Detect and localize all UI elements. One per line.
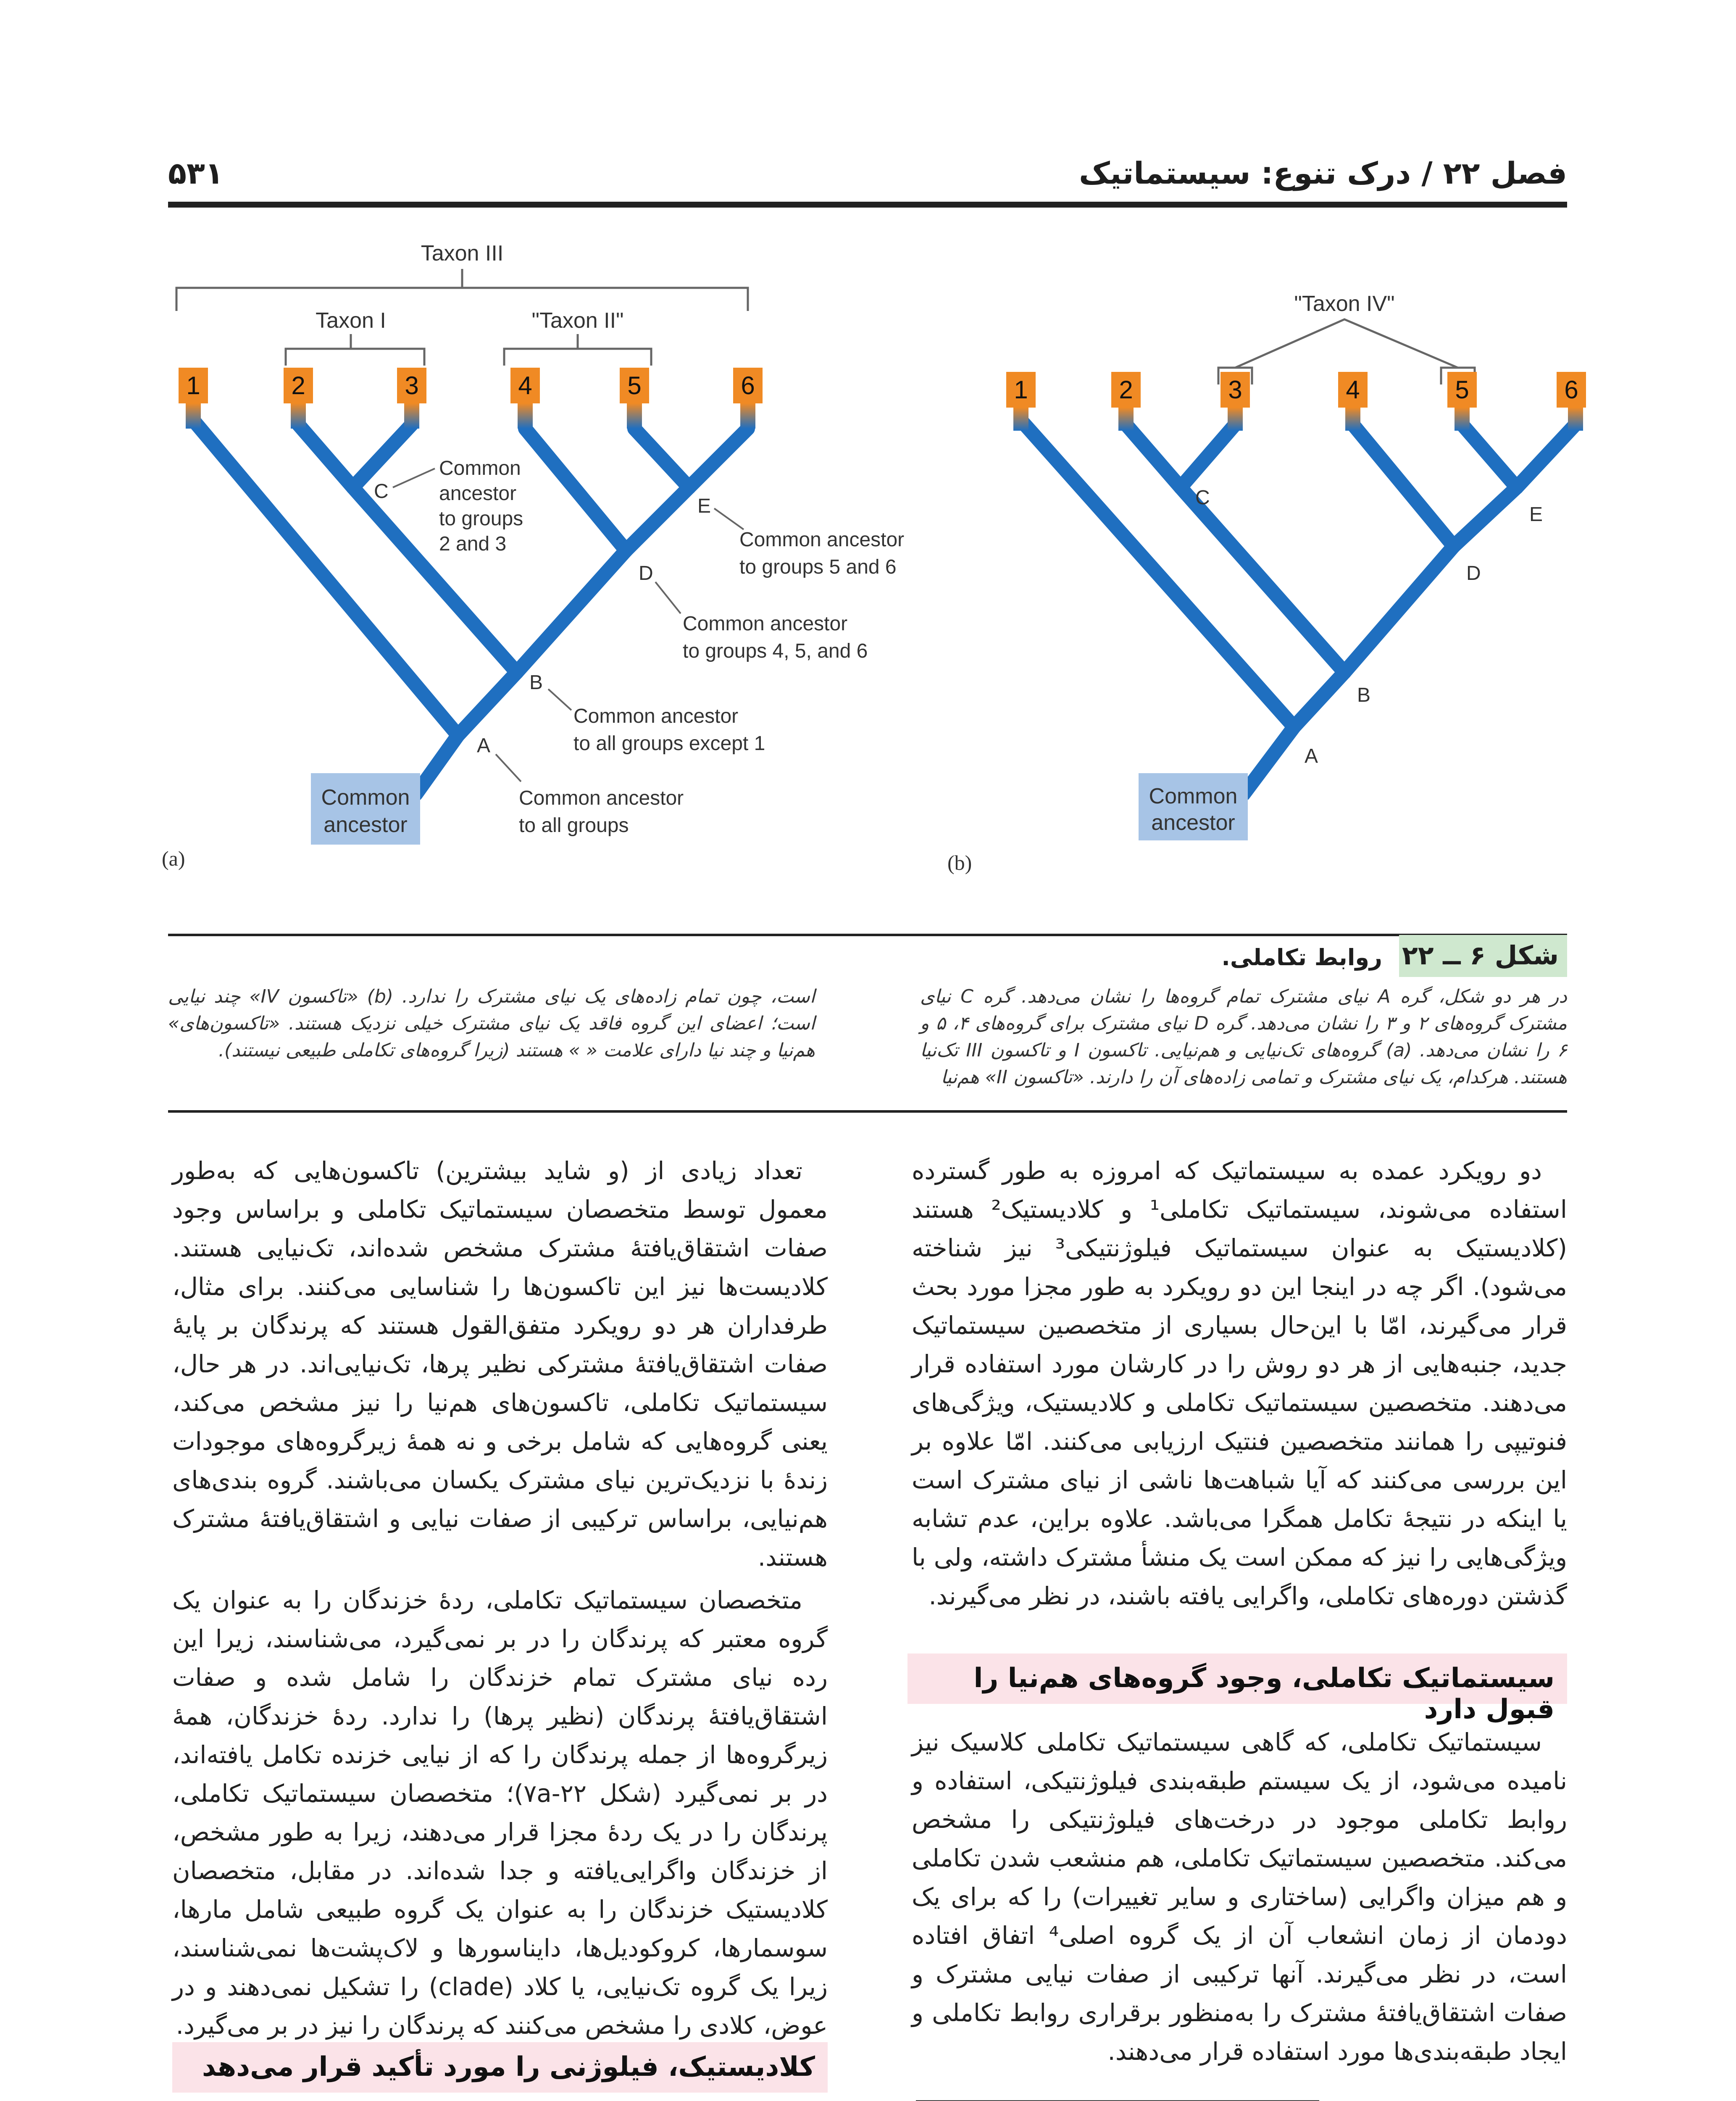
page-number: ۵۳۱ (168, 155, 224, 191)
caption-label-box (1399, 935, 1567, 977)
left-column-text (172, 1151, 828, 2040)
group-label: 3 (1228, 376, 1242, 404)
annotation-c-3: to groups (439, 508, 523, 530)
group-label: 5 (627, 371, 642, 400)
section-heading-cladistics: کلادیستیک، فیلوژنی را مورد تأکید قرار می‌دهد (172, 2042, 828, 2093)
annotation-c-1: Common (439, 457, 521, 479)
right-column-para1 (912, 1151, 1567, 1647)
node-e-label: E (697, 495, 711, 517)
paragraph: متخصصان سیستماتیک تکاملی، ردهٔ خزندگان را به عنوان یک گروه معتبر که پرندگان را در بر نمی‌گیرد، می‌شناسند، زیرا این رده نیای مشترک تمام خزندگان را شامل شده و صفات اشتقاق‌یافتهٔ پرندگان (نظیر پرها) را ندارد. ردهٔ خزندگان، همهٔ زیرگروه‌ها از جمله پرندگان را که از نیایی خزنده تکامل یافته‌اند، در بر نمی‌گیرد (شکل ۲۲-۷a)؛ متخصصان سیستماتیک تکاملی، پرندگان را در یک ردهٔ مجزا قرار می‌دهند، زیرا به طور مشخص، از خزندگان واگرایی‌یافته و جدا شده‌اند. در مقابل، متخصصان کلادیستیک خزندگان را به عنوان یک گروه طبیعی شامل مارها، سوسمارها، کروکودیل‌ها، دایناسورها و لاک‌پشت‌ها نمی‌شناسند، زیرا یک گروه تک‌نیایی، یا کلاد (clade) را تشکیل نمی‌دهند و در عوض، کلادی را مشخص می‌کنند که پرندگان را نیز در بر می‌گیرد. (172, 1586, 828, 2040)
annotation-b-1: Common ancestor (573, 705, 739, 727)
branches-b (1021, 420, 1576, 794)
node-b-label: B (529, 671, 543, 694)
root-label-line2: ancestor (1151, 811, 1235, 835)
annotation-c-2: ancestor (439, 482, 517, 505)
taxon-i-label: Taxon I (316, 308, 386, 333)
taxon-iv-label: "Taxon IV" (1294, 292, 1395, 316)
group-label: 1 (1014, 376, 1028, 404)
header-rule (168, 202, 1567, 208)
tips-a (186, 403, 755, 429)
node-a-label: A (477, 735, 491, 757)
group-label: 1 (186, 371, 200, 400)
figure-b-cladogram (933, 269, 1588, 887)
taxon-ii-bracket (504, 334, 651, 366)
tips-b (1013, 408, 1583, 431)
group-label: 2 (1119, 376, 1133, 404)
node-e-label: E (1529, 503, 1543, 526)
group-label: 4 (1346, 376, 1360, 404)
caption-text-right: در هر دو شکل، گره A نیای مشترک تمام گروه‌ها را نشان می‌دهد. گره C نیای مشترک گروه‌های ۲ و ۳ را نشان می‌دهد. گره D نیای مشترک برای گروه‌های ۴، ۵ و ۶ را نشان می‌دهد. (a) گروه‌های تک‌نیایی و هم‌نیایی. تاکسون I و تاکسون III تک‌نیا هستند. هرکدام، یک نیای مشترک و تمامی زاده‌های آن را دارند. «تاکسون II» هم‌نیا (920, 986, 1568, 1088)
annotation-e-1: Common ancestor (739, 529, 905, 551)
page-header (168, 155, 1567, 202)
taxon-iii-label: Taxon III (421, 241, 504, 266)
caption-text-left: است، چون تمام زاده‌های یک نیای مشترک را ندارد. (b) «تاکسون IV» چند نیایی است؛ اعضای این گروه فاقد یک نیای مشترک خیلی نزدیک هستند. «تاکسون‌های» هم‌نیا و چند نیا دارای علامت « » هستند (زیرا گروه‌های تکاملی طبیعی نیستند). (168, 986, 815, 1061)
node-c-label: C (1195, 487, 1210, 509)
node-d-label: D (639, 562, 653, 584)
figure-number: شکل ۶ ــ ۲۲ (1402, 940, 1559, 971)
annotation-e-2: to groups 5 and 6 (739, 556, 897, 578)
annotation-d-2: to groups 4, 5, and 6 (683, 640, 868, 662)
taxon-ii-label: "Taxon II" (531, 308, 624, 333)
right-column-para2 (912, 1723, 1567, 2093)
panel-a-label: (a) (162, 847, 185, 870)
caption-title: روابط تکاملی. (1221, 944, 1382, 971)
node-d-label: D (1466, 562, 1481, 584)
paragraph: دو رویکرد عمده به سیستماتیک که امروزه به طور گسترده استفاده می‌شوند، سیستماتیک تکاملی¹ و کلادیستیک² هستند (کلادیستیک به عنوان سیستماتیک فیلوژنتیکی³ نیز شناخته می‌شود). اگر چه در اینجا این دو رویکرد به طور مجزا مورد بحث قرار می‌گیرند، امّا با این‌حال بسیاری از متخصصین سیستماتیک جدید، جنبه‌هایی از هر دو روش را در کارشان مورد استفاده قرار می‌دهند. متخصصین سیستماتیک تکاملی و کلادیستیک، ویژگی‌های فنوتیپی را همانند متخصصین فنتیک ارزیابی می‌کنند. امّا علاوه بر این بررسی می‌کنند که آیا شباهت‌ها ناشی از نیای مشترک است یا اینکه در نتیجهٔ تکامل همگرا می‌باشد. علاوه براین، عدم تشابه ویژگی‌هایی را نیز که ممکن است یک منشأ مشترک داشته، ولی با گذشتن دوره‌های تکاملی، واگرایی یافته باشند، در نظر می‌گیرند. (912, 1156, 1567, 1610)
annotation-b-2: to all groups except 1 (573, 732, 765, 755)
annotation-c-4: 2 and 3 (439, 533, 507, 555)
group-label: 3 (405, 371, 419, 400)
node-b-label: B (1357, 684, 1371, 706)
taxon-iii-bracket (176, 269, 748, 311)
group-label: 2 (291, 371, 305, 400)
taxon-i-bracket (286, 334, 424, 366)
section-heading-evolutionary: سیستماتیک تکاملی، وجود گروه‌های هم‌نیا را قبول دارد (907, 1653, 1567, 1704)
group-label: 5 (1455, 376, 1469, 404)
group-label: 4 (518, 371, 532, 400)
annotation-d-1: Common ancestor (683, 613, 848, 635)
figure-caption (168, 935, 1567, 1111)
paragraph: تعداد زیادی از (و شاید بیشترین) تاکسون‌هایی که به‌طور معمول توسط متخصصان سیستماتیک تکاملی و براساس وجود صفات اشتقاق‌یافتهٔ مشترک مشخص شده‌اند، تک‌نیایی هستند. کلادیست‌ها نیز این تاکسون‌ها را شناسایی می‌کنند. برای مثال، طرفداران هر دو رویکرد متفق‌القول هستند که پرندگان بر پایهٔ صفات اشتقاق‌یافتهٔ مشترکی نظیر پرها، تک‌نیایی‌اند. در هر حال، سیستماتیک تکاملی، تاکسون‌های هم‌نیا را نیز مشخص می‌کند، یعنی گروه‌هایی که شامل برخی و نه همهٔ زیرگروه‌های موجودات زندهٔ با نزدیک‌ترین نیای مشترک یکسان می‌باشند. گروه بندی‌های هم‌نیایی، براساس ترکیبی از صفات نیایی و اشتقاق‌یافتهٔ مشترک هستند. (172, 1156, 828, 1572)
root-label-line1: Common (1149, 784, 1238, 808)
paragraph: سیستماتیک تکاملی، که گاهی سیستماتیک تکاملی کلاسیک نیز نامیده می‌شود، از یک سیستم طبقه‌بندی فیلوژنتیکی، استفاده و روابط تکاملی موجود در درخت‌های فیلوژنتیکی را مشخص می‌کند. متخصصین سیستماتیک تکاملی، هم منشعب شدن تکاملی و هم میزان واگرایی (ساختاری و سایر تغییرات) را که برای یک دودمان از زمان انشعاب آن از یک گروه اصلی⁴ اتفاق افتاده است، در نظر می‌گیرند. آنها ترکیبی از صفات نیایی مشترک و صفات اشتقاق‌یافتهٔ مشترک را به‌منظور برقراری روابط تکاملی و ایجاد طبقه‌بندی‌ها مورد استفاده قرار می‌دهند. (912, 1728, 1567, 2066)
group-label: 6 (741, 371, 755, 400)
figure-a-cladogram (160, 227, 958, 882)
panel-b-label: (b) (947, 851, 972, 874)
caption-bottom-rule (168, 1110, 1567, 1113)
group-boxes-a (179, 368, 763, 403)
node-c-label: C (374, 480, 389, 503)
node-a-label: A (1305, 745, 1318, 767)
annotation-a-1: Common ancestor (519, 787, 684, 809)
annotation-a-2: to all groups (519, 814, 629, 837)
chapter-title: فصل ۲۲ / درک تنوع: سیستماتیک (1079, 155, 1567, 191)
root-label-line2: ancestor (324, 813, 408, 837)
group-label: 6 (1564, 376, 1578, 404)
group-boxes-b (1006, 372, 1586, 408)
root-label-line1: Common (321, 785, 410, 810)
